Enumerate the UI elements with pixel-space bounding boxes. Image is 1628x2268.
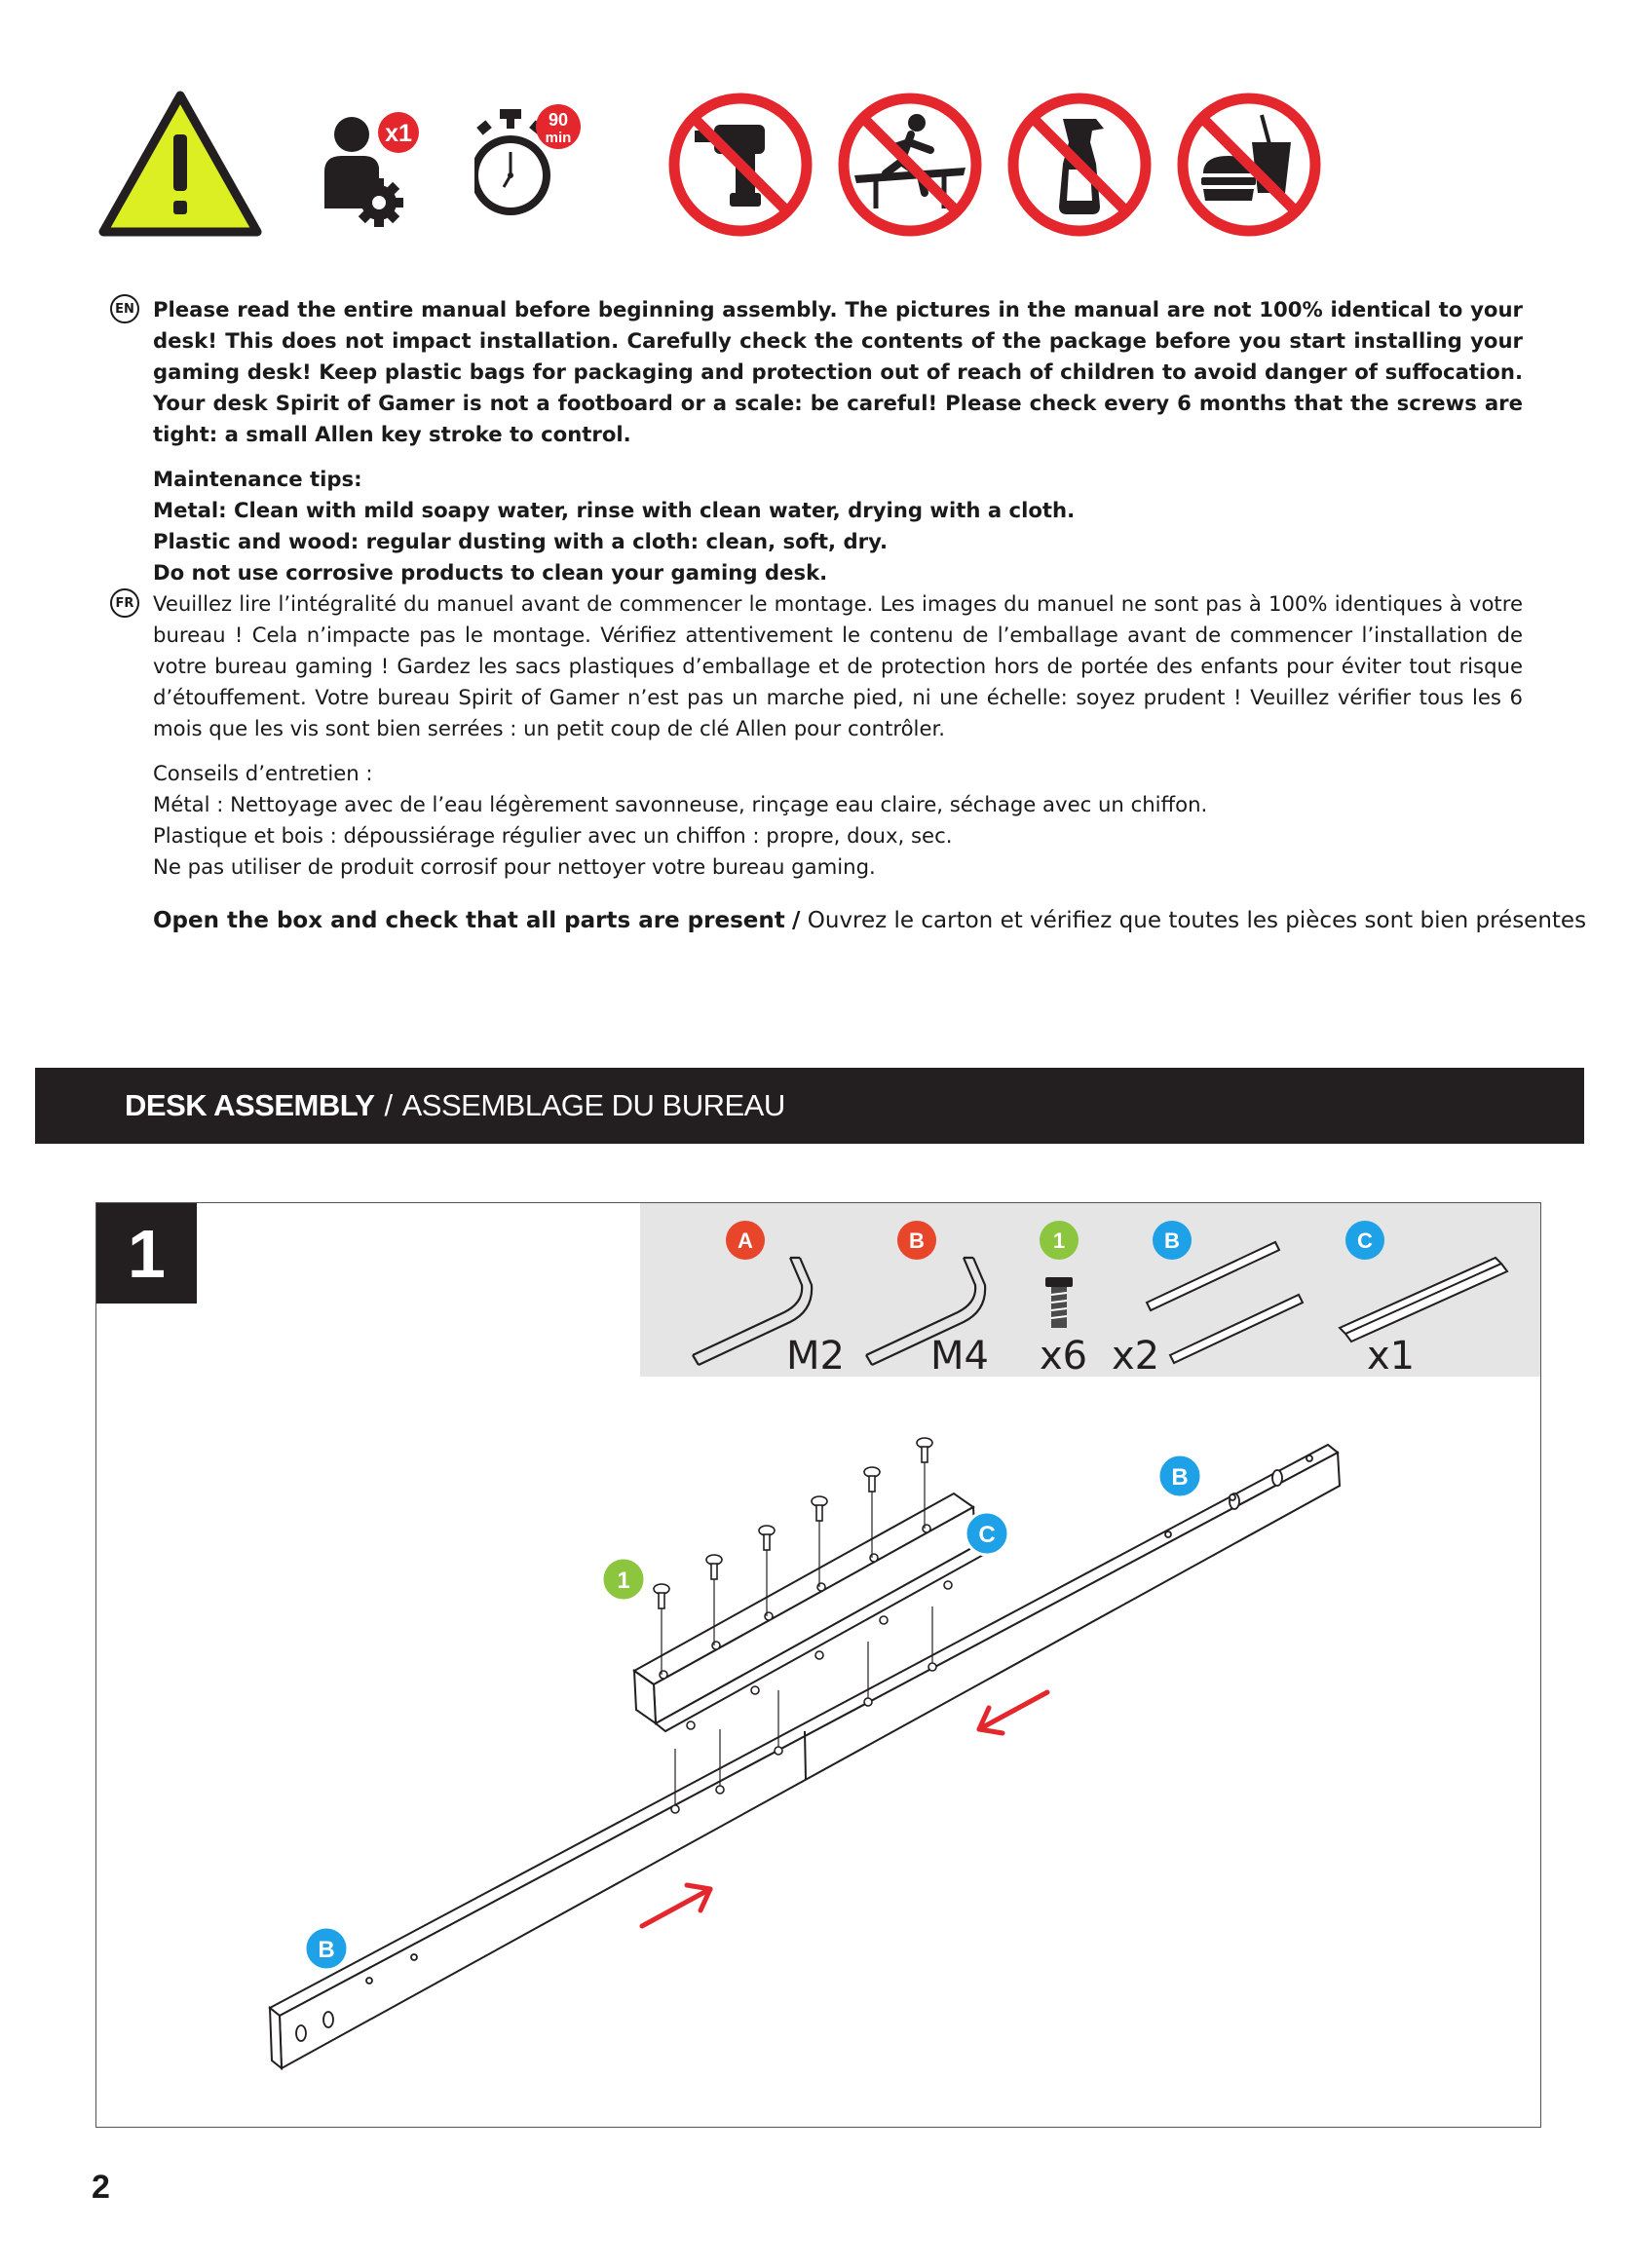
part-c-caption: x1 — [1367, 1334, 1416, 1377]
english-tip-metal: Metal: Clean with mild soapy water, rinse with clean water, drying with a cloth. — [153, 498, 1076, 522]
time-value-text: 90 — [548, 110, 569, 130]
part-a-caption: M2 — [786, 1334, 845, 1377]
callout-beam-right — [1158, 1455, 1201, 1497]
section-title-separator: / — [384, 1088, 393, 1122]
section-title-en: DESK ASSEMBLY — [125, 1088, 375, 1122]
check-parts-en: Open the box and check that all parts are present — [153, 908, 785, 933]
part-b-leg-label: B — [909, 1228, 925, 1253]
callout-screw — [602, 1558, 645, 1601]
english-tip-corrosive: Do not use corrosive products to clean your gaming desk. — [153, 560, 828, 585]
section-title-fr: ASSEMBLAGE DU BUREAU — [401, 1088, 785, 1122]
french-tip-corrosive: Ne pas utiliser de produit corrosif pour nettoyer votre bureau gaming. — [153, 854, 876, 879]
no-food-drink-icon — [1176, 92, 1322, 238]
part-b-leg-caption: M4 — [930, 1334, 989, 1377]
english-instructions — [110, 294, 1523, 588]
callout-bracket-label: C — [978, 1522, 996, 1548]
screw-icon — [812, 1496, 827, 1521]
part-a-label: A — [738, 1228, 753, 1253]
arrow-left-icon — [979, 1692, 1047, 1733]
callout-bracket — [965, 1512, 1008, 1555]
english-tips-title: Maintenance tips: — [153, 467, 362, 491]
french-badge: FR — [110, 588, 139, 618]
arrow-right-icon — [642, 1885, 710, 1926]
part-screw-label: 1 — [1052, 1228, 1066, 1253]
no-standing-on-desk-icon — [837, 92, 983, 238]
step-box — [95, 1202, 1541, 2128]
callout-screw-label: 1 — [617, 1568, 630, 1594]
english-paragraph: Please read the entire manual before beginning assembly. The pictures in the manual are not 100% identical to your desk! This does not impact installation. Carefully check the contents of the package before you start installing your gaming desk! Keep plastic bags for packaging and protection out of reach of children to avoid danger of suffocation. Your desk Spirit of Gamer is not a footboard or a scale: be careful! Please check every 6 months that the screws are tight: a small Allen key stroke to control. — [153, 297, 1523, 446]
screw-icon — [654, 1584, 669, 1608]
no-power-drill-icon — [667, 92, 814, 238]
part-b-beam-caption: x2 — [1112, 1334, 1160, 1377]
french-paragraph: Veuillez lire l’intégralité du manuel avant de commencer le montage. Les images du manuel ne sont pas à 100% identiques à votre bureau ! Cela n’impacte pas le montage. Vérifiez attentivement le contenu de l’emballage avant de commencer l’installation de votre bureau gaming ! Gardez les sacs plastiques d’emballage et de protection hors de portée des enfants pour éviter tout risque d’étouffement. Votre bureau Spirit of Gamer n’est pas un marche pied, ni une échelle: soyez prudent ! Veuillez vérifier tous les 6 mois que les vis sont bien serrées : un petit coup de clé Allen pour contrôler. — [153, 591, 1523, 740]
french-maintenance-tips — [153, 758, 1523, 883]
callout-beam-left — [305, 1927, 348, 1970]
warning-triangle-icon — [97, 90, 263, 238]
section-header-bar — [35, 1068, 1584, 1144]
screw-icon — [706, 1555, 722, 1579]
french-tip-metal: Métal : Nettoyage avec de l’eau légèrement savonneuse, rinçage eau claire, séchage avec un chiffon. — [153, 792, 1208, 816]
no-corrosive-spray-icon — [1006, 92, 1153, 238]
check-parts-separator: / — [792, 908, 801, 933]
english-maintenance-tips — [153, 464, 1523, 588]
crossbar-beam — [270, 1445, 1340, 2068]
one-person-icon — [321, 111, 428, 228]
english-tip-plastic: Plastic and wood: regular dusting with a cloth: clean, soft, dry. — [153, 529, 888, 553]
french-tip-plastic: Plastique et bois : dépoussiérage régulier avec un chiffon : propre, doux, sec. — [153, 823, 953, 848]
part-screw-caption: x6 — [1040, 1334, 1088, 1377]
french-tips-title: Conseils d’entretien : — [153, 761, 373, 785]
time-unit-text: min — [545, 130, 572, 146]
header-icon-row — [93, 86, 1349, 242]
person-count-text: x1 — [385, 120, 412, 147]
screw-icon — [864, 1467, 880, 1492]
check-parts-line — [153, 908, 1586, 933]
page-number: 2 — [92, 2169, 110, 2206]
screw-icon — [759, 1526, 775, 1550]
callout-beam-left-label: B — [318, 1937, 335, 1963]
assembly-diagram — [96, 1203, 1542, 2129]
english-badge: EN — [110, 294, 139, 323]
part-b-beam-label: B — [1164, 1228, 1180, 1253]
step-number: 1 — [96, 1203, 197, 1304]
check-parts-fr: Ouvrez le carton et vérifiez que toutes les pièces sont bien présentes — [807, 908, 1587, 933]
part-c-label: C — [1357, 1228, 1373, 1253]
screw-icon — [917, 1438, 932, 1462]
stopwatch-icon — [474, 103, 587, 230]
callout-beam-right-label: B — [1171, 1464, 1189, 1491]
french-instructions — [110, 588, 1523, 883]
